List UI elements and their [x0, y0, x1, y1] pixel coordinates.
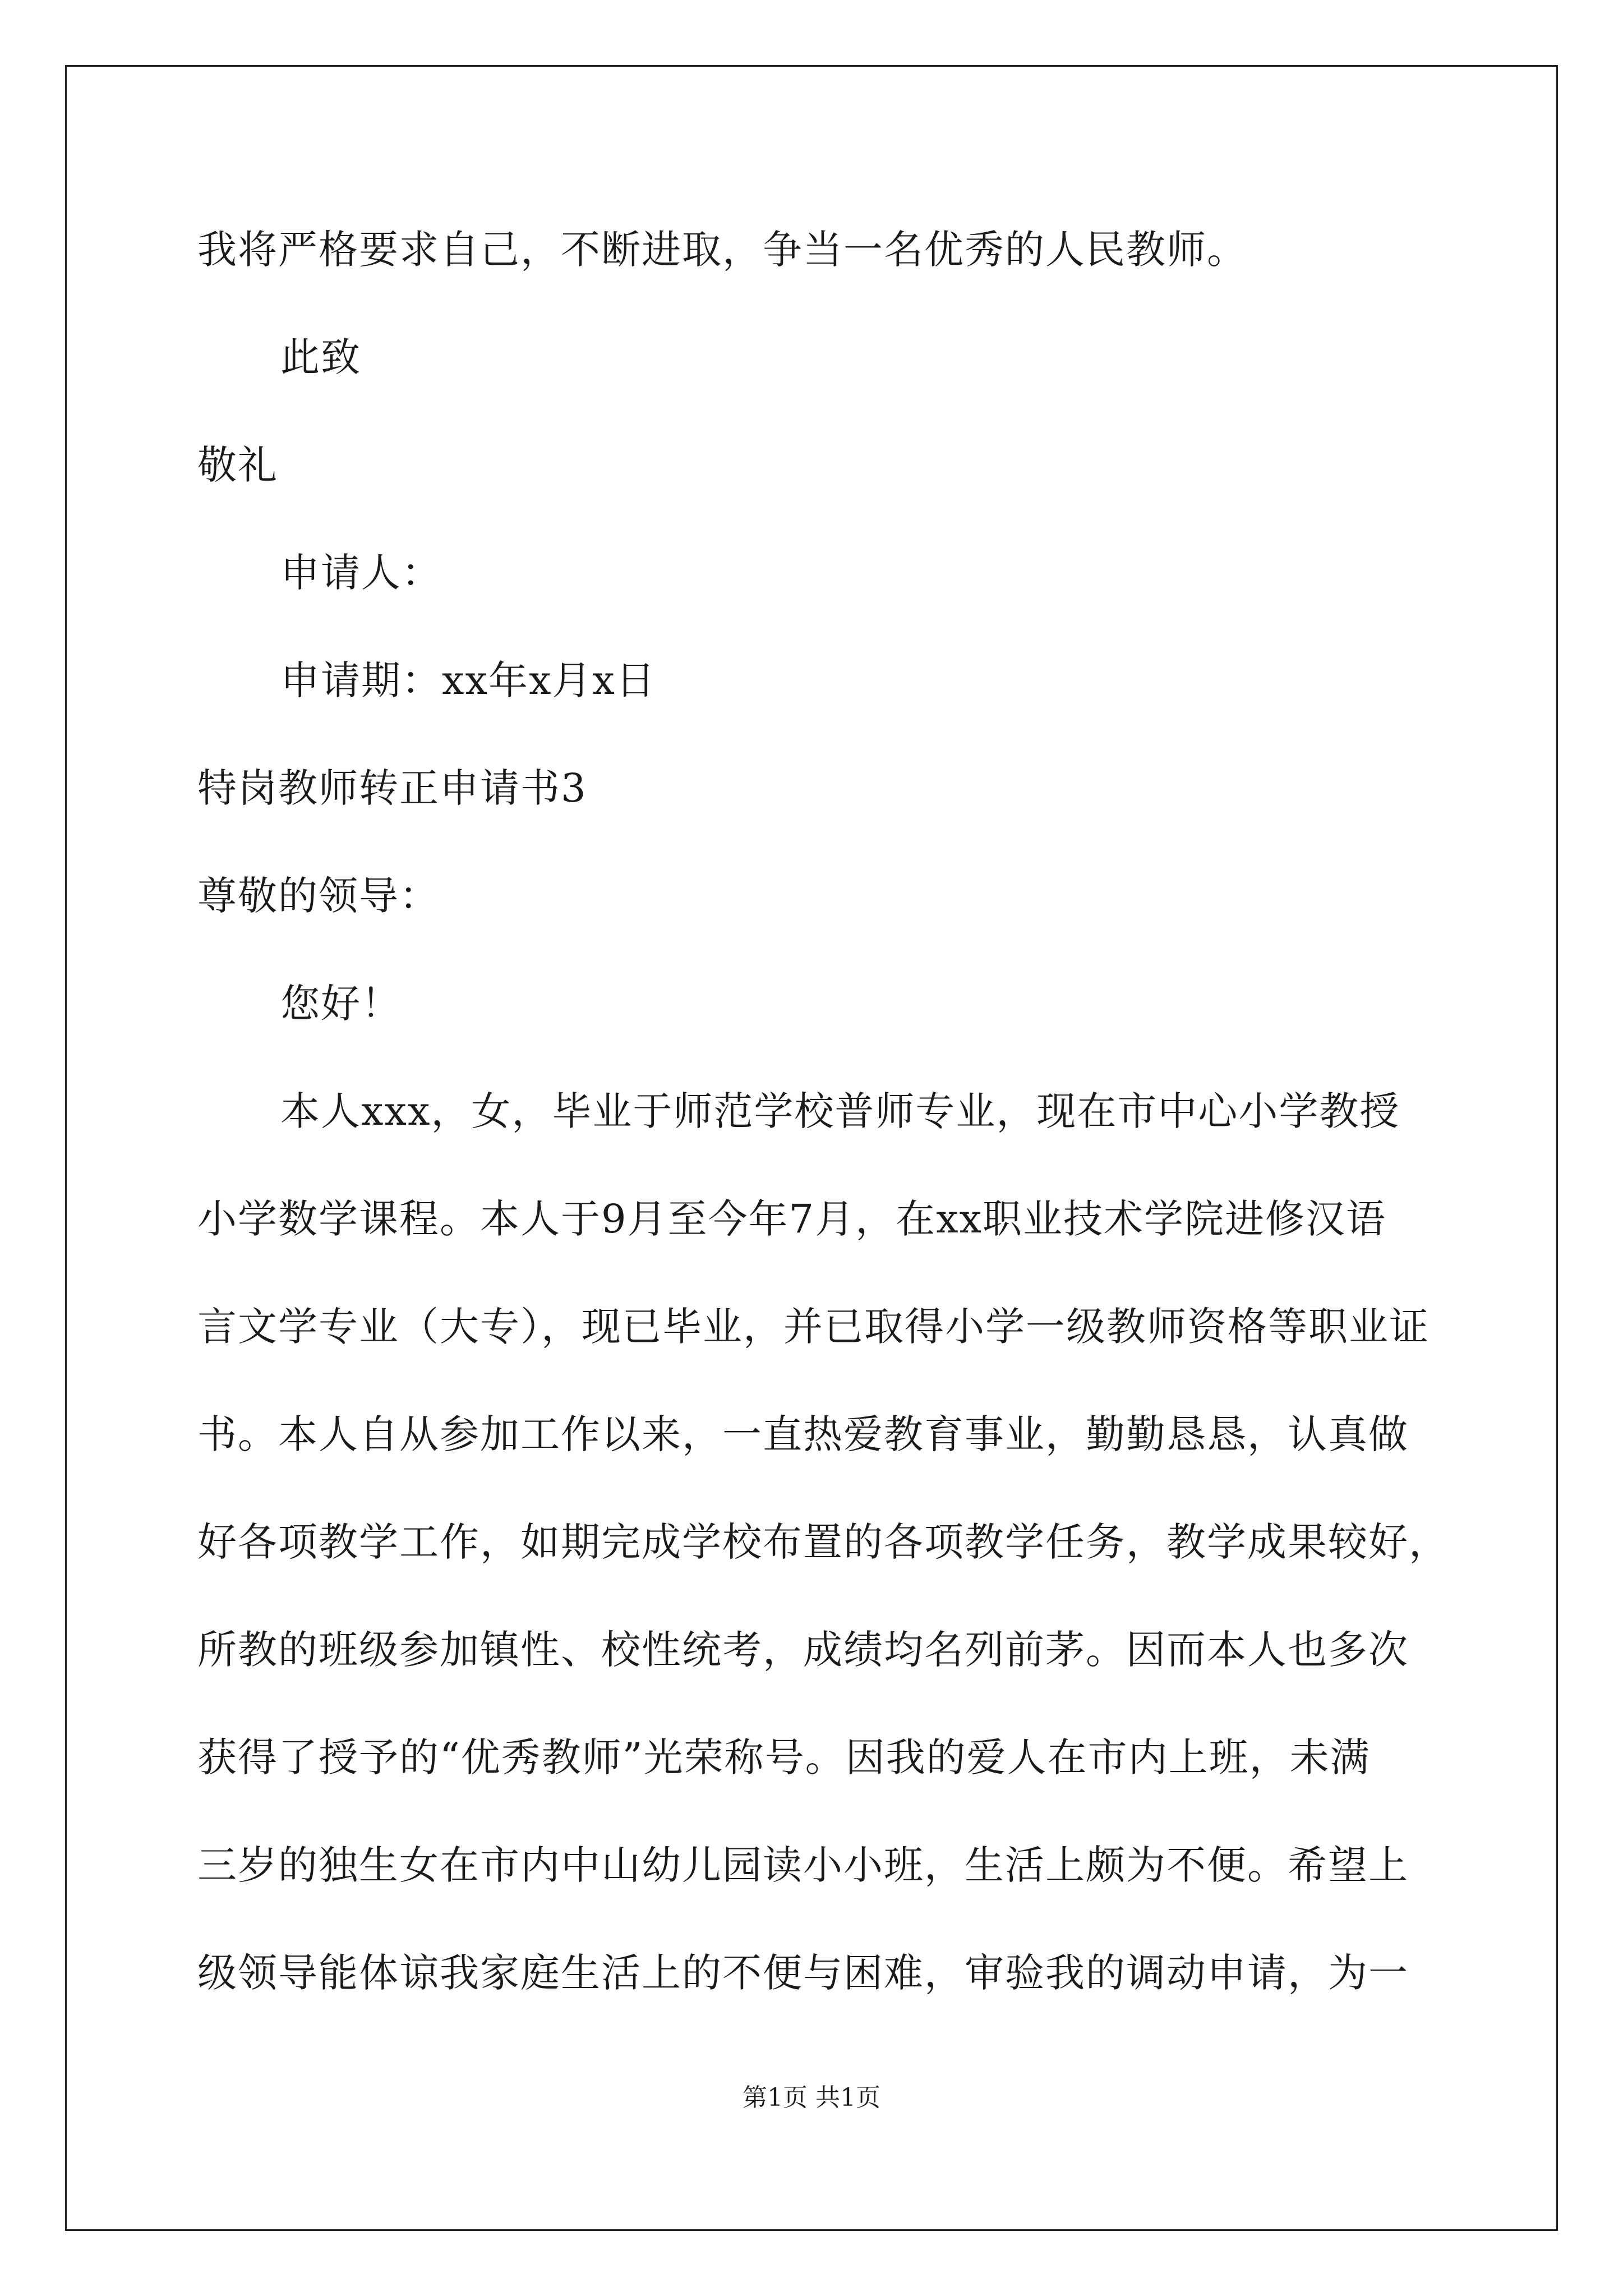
closing-salutation: 此致	[280, 334, 361, 380]
paragraph-line: 获得了授予的“优秀教师”光荣称号。因我的爱人在市内上班，未满	[197, 1734, 1371, 1780]
paragraph-line: 三岁的独生女在市内中山幼儿园读小小班，生活上颇为不便。希望上	[197, 1842, 1409, 1888]
section-title: 特岗教师转正申请书3	[197, 765, 587, 811]
page-border	[65, 65, 1558, 2231]
paragraph-line: 级领导能体谅我家庭生活上的不便与困难，审验我的调动申请，为一	[197, 1950, 1409, 1996]
text-line: 我将严格要求自己，不断进取，争当一名优秀的人民教师。	[197, 227, 1247, 273]
greeting: 您好！	[280, 981, 402, 1027]
paragraph-line: 言文学专业（大专），现已毕业，并已取得小学一级教师资格等职业证	[197, 1304, 1430, 1350]
paragraph-line: 小学数学课程。本人于9月至今年7月，在xx职业技术学院进修汉语	[197, 1196, 1387, 1242]
paragraph-line: 本人xxx，女，毕业于师范学校普师专业，现在市中心小学教授	[280, 1088, 1400, 1134]
page-number-footer: 第1页 共1页	[743, 2083, 880, 2112]
paragraph-line: 好各项教学工作，如期完成学校布置的各项教学任务，教学成果较好，	[197, 1519, 1449, 1565]
closing-regards: 敬礼	[197, 442, 278, 488]
application-date: 申请期：xx年x月x日	[280, 657, 656, 703]
paragraph-line: 书。本人自从参加工作以来，一直热爱教育事业，勤勤恳恳，认真做	[197, 1411, 1409, 1457]
greeting-addressee: 尊敬的领导：	[197, 873, 440, 919]
applicant-label: 申请人：	[280, 550, 442, 596]
paragraph-line: 所教的班级参加镇性、校性统考，成绩均名列前茅。因而本人也多次	[197, 1627, 1409, 1673]
